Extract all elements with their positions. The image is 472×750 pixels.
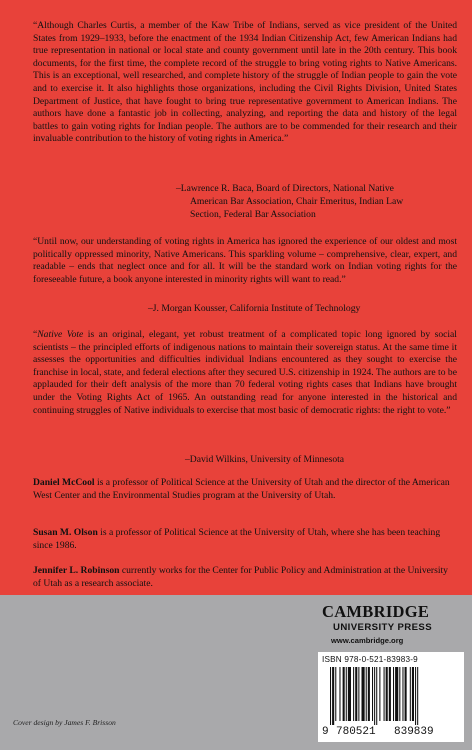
barcode-bar [358,667,359,721]
endorsement-kousser-attribution: –J. Morgan Kousser, California Institute of Technology [148,303,361,314]
barcode-digit-group-1: 780521 [336,726,376,738]
endorsement-wilkins-text [33,329,457,417]
barcode-digit-group-2: 839839 [394,726,434,738]
bio-olson [33,527,457,552]
barcode-bar [379,667,380,721]
barcode-bar [366,667,367,721]
barcode-bar [330,667,331,725]
barcode-bar [415,667,416,725]
endorsement-wilkins-body: is an original, elegant, yet robust treatment of a complicated topic long ignored by social scientists – the principled efforts of indigenous nations to maintain their sovereign status. At the same time it assesses the opportunities and difficulties individual Indians encountered as they sought to exercise the franchise in local, state, and federal elections after they secured U.S. citizenship in 1924. The authors are to be applauded for their deft analysis of the more than 70 federal voting rights cases that Indians have brought under the Voting Rights Act of 1965. An outstanding read for anyone interested in the historical and continuing struggles of Native individuals to exercise that most basic of democratic rights: the right to vote.” [33,329,457,416]
book-title-italic: Native Vote [37,329,84,340]
endorsement-baca-text: “Although Charles Curtis, a member of the Kaw Tribe of Indians, served as vice president of the United States from 1929–1933, before the enactment of the 1934 Indian Citizenship Act, few American Indians had true representation in national or local state and county government until late in the 20th century. This book documents, for the first time, the complete record of the struggle to bring voting rights to Native Americans. This is an exceptional, well researched, and complete history of the struggle of Indian people to gain the vote and to exercise it. It also highlights those organizations, including the Civil Rights Division, United States Department of Justice, that have fought to bring true representative government to American Indians. The authors have done a fantastic job in collecting, analyzing, and reporting the data and history of the legal battles to gain voting rights for Indian people. The authors are to be commended for their research and their invaluable contribution to the history of voting rights in America.” [33,20,457,145]
barcode-bar [386,667,388,721]
barcode-bar [399,667,400,721]
barcode-bar [368,667,370,721]
barcode-bar [353,667,354,721]
barcode-bar [395,667,398,721]
barcode-bar [374,667,375,725]
barcode-bar [348,667,351,721]
publisher-logo-name: CAMBRIDGE [322,602,430,621]
barcode-bar [339,667,340,721]
barcode-bar [393,667,394,721]
author-name: Daniel McCool [33,477,95,488]
barcode-bar [332,667,334,725]
endorsement-baca-attribution-1: –Lawrence R. Baca, Board of Directors, National Native [176,183,394,194]
barcode-bar [389,667,391,721]
barcode-bar [355,667,357,721]
barcode-bar [372,667,373,721]
bio-text: is a professor of Political Science at the University of Utah and the director of the American West Center and the Environmental Studies program at the University of Utah. [33,477,450,501]
barcode-bar [343,667,345,721]
cover-design-credit: Cover design by James F. Brisson [13,718,116,727]
endorsement-baca-attribution-3: Section, Federal Bar Association [190,209,316,220]
isbn-barcode [318,652,464,742]
publisher-logo-press: UNIVERSITY PRESS [333,622,432,633]
endorsement-baca-attribution-2: American Bar Association, Chair Emeritus, Indian Law [190,196,404,207]
publisher-url: www.cambridge.org [331,636,404,645]
barcode-bar [410,667,411,721]
author-name: Susan M. Olson [33,527,98,538]
bio-robinson [33,565,457,590]
barcode-bar [335,667,336,721]
barcode-bar [417,667,418,725]
isbn-text: ISBN 978-0-521-83983-9 [322,655,418,664]
barcode-bar [384,667,385,721]
bio-text: is a professor of Political Science at the University of Utah, where she has been teaching since 1986. [33,527,441,551]
barcode-bar [362,667,365,721]
author-name: Jennifer L. Robinson [33,565,120,576]
barcode-bar [405,667,407,721]
bio-text: currently works for the Center for Public Policy and Administration at the University of Utah as a research associate. [33,565,448,589]
barcode-bar [412,667,414,721]
barcode-bar [376,667,377,725]
barcode-bar [346,667,347,721]
open-quote: “ [33,329,38,340]
barcode-bars-icon [326,667,456,725]
barcode-digit-prefix: 9 [322,726,329,738]
bio-mccool [33,477,457,502]
endorsement-kousser-text: “Until now, our understanding of voting rights in America has ignored the experience of our oldest and most politically oppressed minority, Native Americans. This sparkling volume – comprehensive, clear, expert, and readable – ends that neglect once and for all. It will be the standard work on Indian voting rights for the foreseeable future, a book anyone interested in minority rights will want to read.” [33,236,457,285]
endorsement-wilkins-attribution: –David Wilkins, University of Minnesota [185,454,345,465]
barcode-bar [402,667,403,721]
